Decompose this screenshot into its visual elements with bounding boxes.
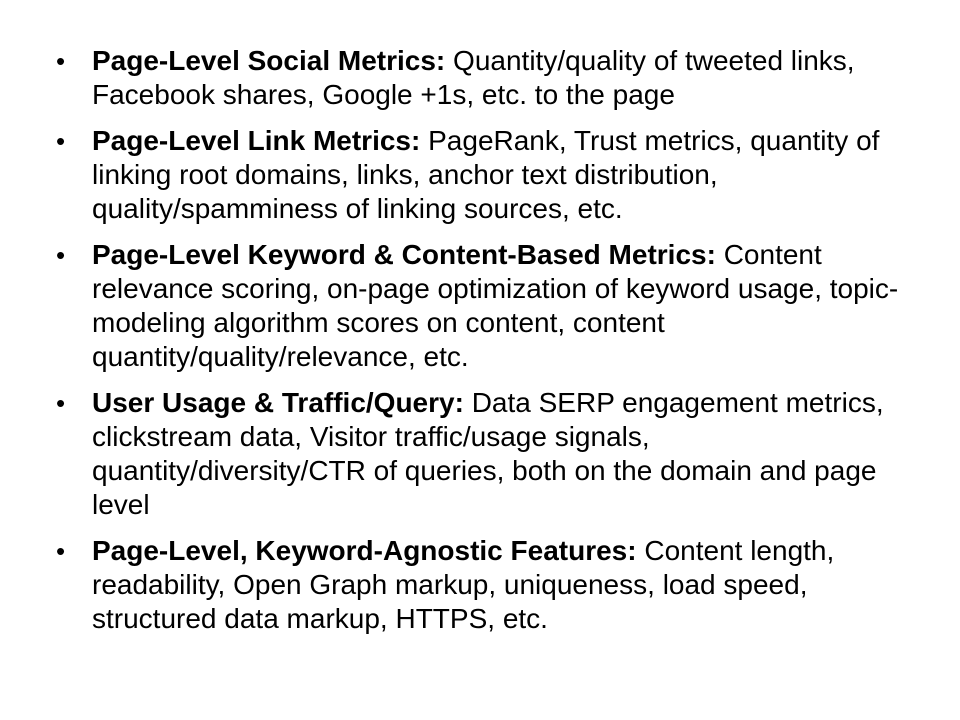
- bullet-heading: Page-Level, Keyword-Agnostic Features:: [92, 535, 637, 566]
- bullet-dot-icon: •: [56, 126, 66, 156]
- bullet-text: Quantity/quality of tweeted links, Facebook shares, Google +1s, etc. to the page: [92, 45, 855, 110]
- bullet-heading: Page-Level Keyword & Content-Based Metrics:: [92, 239, 716, 270]
- bullet-text: Content length, readability, Open Graph markup, uniqueness, load speed, structured data markup, HTTPS, etc.: [92, 535, 835, 634]
- bullet-dot-icon: •: [56, 536, 66, 566]
- bullet-heading: User Usage & Traffic/Query:: [92, 387, 464, 418]
- bullet-item-user-usage-traffic: [52, 386, 912, 522]
- bullet-text: Data SERP engagement metrics, clickstream data, Visitor traffic/usage signals, quantity/diversity/CTR of queries, both on the domain and page level: [92, 387, 884, 520]
- bullet-item-social-metrics: [52, 44, 912, 112]
- bullet-heading: Page-Level Social Metrics:: [92, 45, 446, 76]
- bullet-text: Content relevance scoring, on-page optimization of keyword usage, topic-modeling algorithm scores on content, content quantity/quality/relevance, etc.: [92, 239, 899, 372]
- bullet-item-keyword-agnostic-features: [52, 534, 912, 636]
- bullet-heading: Page-Level Link Metrics:: [92, 125, 421, 156]
- bullet-dot-icon: •: [56, 240, 66, 270]
- bullet-dot-icon: •: [56, 46, 66, 76]
- bullet-dot-icon: •: [56, 388, 66, 418]
- bullet-list: [52, 44, 912, 636]
- bullet-text: PageRank, Trust metrics, quantity of linking root domains, links, anchor text distribution, quality/spamminess of linking sources, etc.: [92, 125, 880, 224]
- bullet-item-link-metrics: [52, 124, 912, 226]
- bullet-item-keyword-content-metrics: [52, 238, 912, 374]
